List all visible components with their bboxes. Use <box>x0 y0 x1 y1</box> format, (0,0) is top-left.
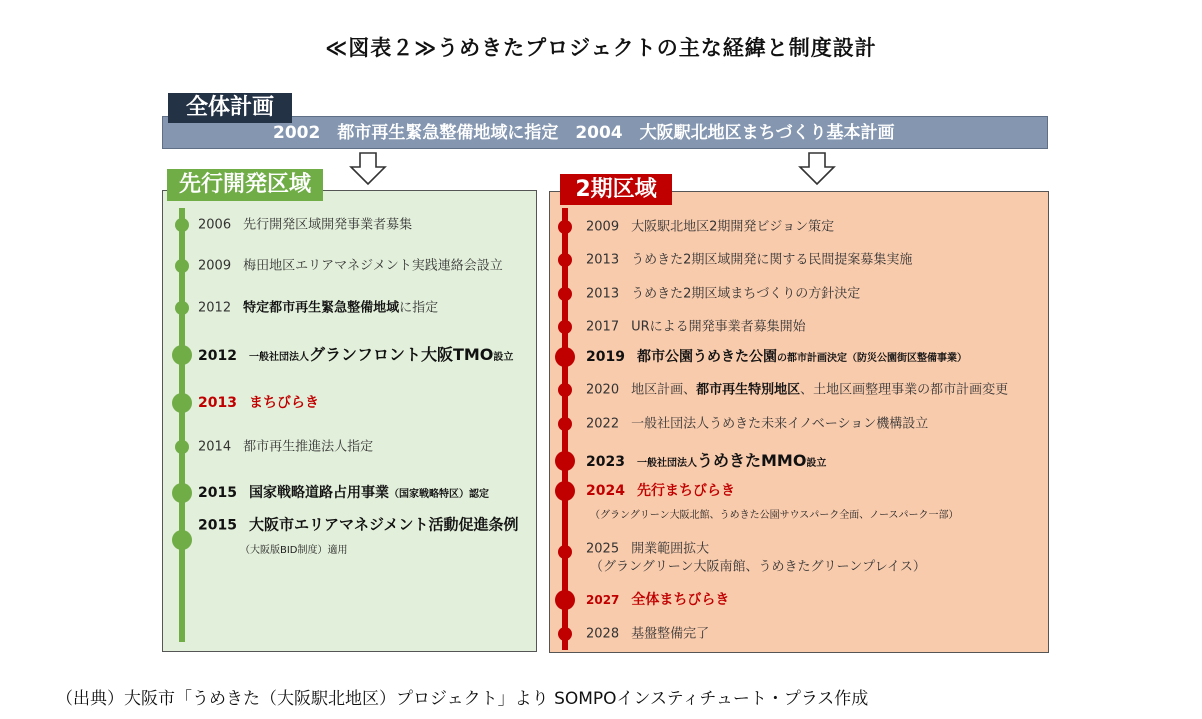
timeline-dot <box>175 301 189 315</box>
event-bold-text: 都市公園うめきた公園 <box>636 349 777 365</box>
down-arrow-icon <box>349 152 387 186</box>
event-text: 全体まちびらき <box>631 592 730 608</box>
timeline-event <box>586 543 709 556</box>
event-sub-text: （国家戦略特区） <box>388 489 469 500</box>
event-sub-text: の都市計画決定（防災公園街区整備事業） <box>776 353 967 364</box>
timeline-dot <box>558 287 572 301</box>
phase2-label: 2期区域 <box>560 174 672 205</box>
event-text: うめきた2期区域開発に関する民間提案募集実施 <box>631 252 913 268</box>
timeline-dot-major <box>555 451 575 471</box>
event-text: 都市再生推進法人指定 <box>243 439 374 455</box>
timeline-event <box>586 288 860 301</box>
event-year: 2024 <box>586 483 625 499</box>
event-prefix: 一般社団法人 <box>636 458 697 469</box>
timeline-event <box>586 628 709 641</box>
event-year: 2017 <box>586 319 620 335</box>
event-bold-text: 特定都市再生緊急整備地域 <box>243 300 400 316</box>
event-text: 先行開発区域開発事業者募集 <box>243 217 413 233</box>
down-arrow-icon <box>798 152 836 186</box>
overall-plan-text: 2002 都市再生緊急整備地域に指定 2004 大阪駅北地区まちづくり基本計画 <box>273 123 895 143</box>
event-year: 2027 <box>586 593 620 607</box>
timeline-dot <box>558 545 572 559</box>
event-year: 2009 <box>198 258 232 274</box>
overall-plan-label: 全体計画 <box>168 93 292 123</box>
timeline-dot <box>175 440 189 454</box>
timeline-event <box>198 396 319 410</box>
timeline-dot-major <box>555 590 575 610</box>
timeline-dot-major <box>172 483 192 503</box>
timeline-event <box>586 484 735 498</box>
event-text: まちびらき <box>248 395 319 411</box>
event-text: 梅田地区エリアマネジメント実践連絡会設立 <box>243 258 503 274</box>
event-year: 2023 <box>586 454 625 470</box>
timeline-event <box>586 350 967 364</box>
event-bold-text: 国家戦略道路占用事業 <box>248 485 389 501</box>
event-suffix: 、土地区画整理事業の都市計画変更 <box>800 382 1009 398</box>
event-year: 2006 <box>198 217 232 233</box>
left-timeline-line <box>179 208 185 642</box>
timeline-dot <box>558 220 572 234</box>
event-year: 2019 <box>586 349 625 365</box>
event-note: （大阪版BID制度）適用 <box>240 545 348 556</box>
timeline-dot <box>558 253 572 267</box>
event-year: 2013 <box>586 252 620 268</box>
timeline-event <box>198 302 438 315</box>
event-year: 2014 <box>198 439 232 455</box>
event-text: 先行まちびらき <box>636 483 735 499</box>
timeline-dot <box>558 417 572 431</box>
event-year: 2013 <box>198 395 237 411</box>
timeline-event <box>586 221 834 234</box>
event-note: （グラングリーン大阪南館、うめきたグリーンプレイス） <box>590 559 926 575</box>
event-suffix: 認定 <box>468 489 489 500</box>
event-year: 2025 <box>586 541 620 557</box>
event-bold-text: 大阪市エリアマネジメント活動促進条例 <box>248 515 519 534</box>
overall-plan-bar <box>162 116 1048 149</box>
event-text: 地区計画、 <box>631 382 697 398</box>
event-year: 2015 <box>198 517 237 534</box>
timeline-dot <box>558 627 572 641</box>
timeline-dot <box>175 218 189 232</box>
event-text: 開業範囲拡大 <box>631 541 710 557</box>
timeline-event <box>198 441 373 454</box>
timeline-event <box>586 593 729 607</box>
event-prefix: 一般社団法人 <box>248 352 309 363</box>
timeline-dot-major <box>555 347 575 367</box>
event-year: 2009 <box>586 219 620 235</box>
event-bold-text: 都市再生特別地区 <box>696 382 801 398</box>
event-bold-text: うめきたMMO <box>696 451 807 470</box>
timeline-dot-major <box>555 481 575 501</box>
event-text: URによる開発事業者募集開始 <box>631 319 806 335</box>
event-suffix: 設立 <box>493 352 514 363</box>
timeline-event <box>198 486 489 500</box>
timeline-dot <box>558 383 572 397</box>
event-year: 2022 <box>586 416 620 432</box>
event-year: 2015 <box>198 485 237 501</box>
figure-title: ≪図表２≫うめきたプロジェクトの主な経緯と制度設計 <box>325 36 877 60</box>
timeline-event <box>586 321 806 334</box>
timeline-event <box>586 418 928 431</box>
timeline-dot <box>558 320 572 334</box>
event-text: 基盤整備完了 <box>631 626 710 642</box>
event-text: に指定 <box>399 300 439 316</box>
timeline-event <box>198 347 513 363</box>
event-suffix: 設立 <box>806 458 827 469</box>
timeline-event <box>586 453 826 469</box>
timeline-dot-major <box>172 345 192 365</box>
event-note: （グラングリーン大阪北館、うめきた公園サウスパーク全面、ノースパーク一部） <box>590 510 959 521</box>
timeline-dot-major <box>172 393 192 413</box>
event-year: 2028 <box>586 626 620 642</box>
event-year: 2013 <box>586 286 620 302</box>
event-text: うめきた2期区域まちづくりの方針決定 <box>631 286 861 302</box>
timeline-event <box>198 219 412 232</box>
source-note: （出典）大阪市「うめきた（大阪駅北地区）プロジェクト」より SOMPOインスティチュート・プラス作成 <box>56 689 869 709</box>
timeline-event <box>586 254 912 267</box>
event-bold-text: グランフロント大阪TMO <box>308 345 494 364</box>
timeline-event <box>198 260 503 273</box>
event-year: 2020 <box>586 382 620 398</box>
timeline-event <box>198 515 519 534</box>
event-text: 一般社団法人うめきた未来イノベーション機構設立 <box>631 416 929 432</box>
timeline-dot <box>175 259 189 273</box>
timeline-event <box>586 384 1008 397</box>
timeline-dot-major <box>172 530 192 550</box>
event-year: 2012 <box>198 300 232 316</box>
event-year: 2012 <box>198 348 237 364</box>
leading-development-label: 先行開発区域 <box>167 169 323 201</box>
event-text: 大阪駅北地区2期開発ビジョン策定 <box>631 219 835 235</box>
